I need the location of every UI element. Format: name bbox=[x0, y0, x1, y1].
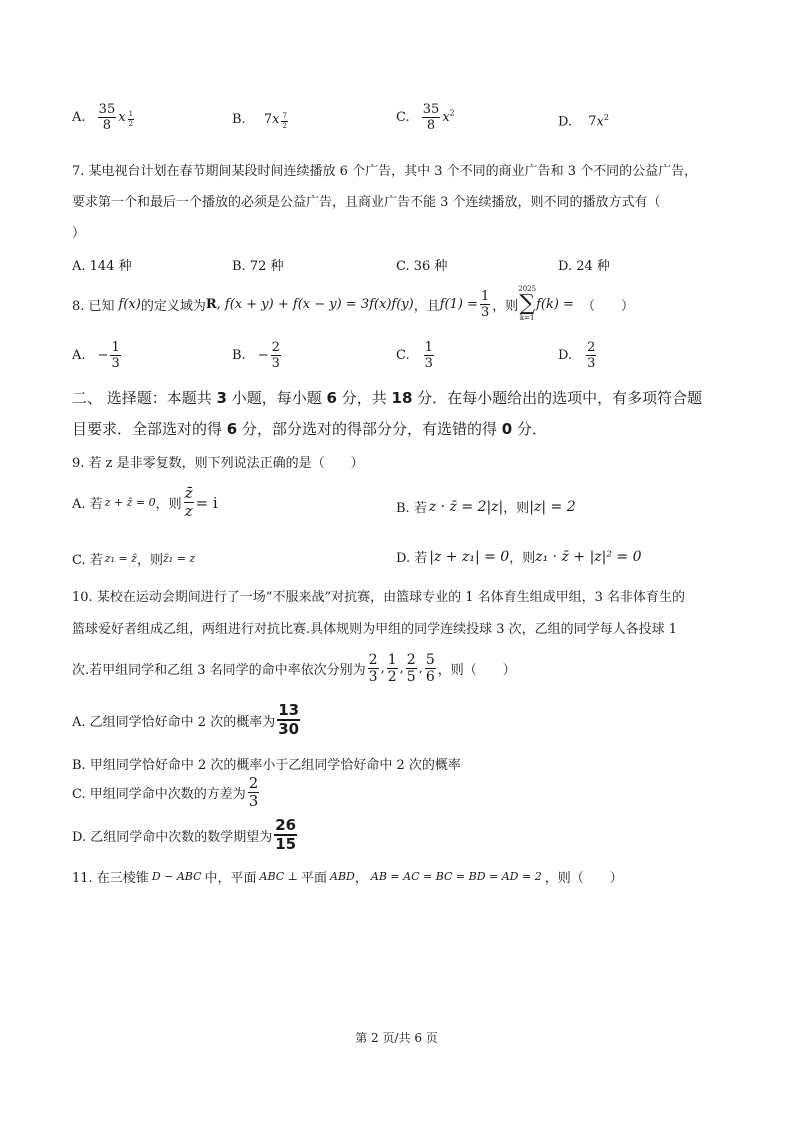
denominator: 8 bbox=[102, 118, 112, 133]
q10-option-b: B. 甲组同学恰好命中 2 次的概率小于乙组同学恰好命中 2 次的概率 bbox=[72, 758, 461, 773]
text: ，则（ ） bbox=[437, 663, 516, 678]
option-label: C. bbox=[396, 348, 410, 363]
fraction bbox=[110, 341, 120, 370]
exponent-fraction bbox=[281, 113, 287, 130]
text: ，则 bbox=[509, 551, 536, 566]
q8-stem bbox=[72, 286, 634, 322]
answer-paren: （ ） bbox=[581, 298, 634, 314]
q7-option-b: B. 72 种 bbox=[232, 259, 284, 274]
q6-option-b bbox=[232, 112, 290, 130]
fraction bbox=[184, 486, 194, 519]
text: ，则 bbox=[503, 501, 530, 516]
q8-prefix: 8. 已知 bbox=[72, 298, 115, 314]
numerator: 1 bbox=[424, 340, 433, 355]
functional-equation: , f(x + y) + f(x − y) = 3f(x)f(y) bbox=[216, 296, 414, 312]
tetrahedron: D − ABC bbox=[151, 870, 202, 883]
text: ，则 bbox=[136, 553, 163, 568]
fraction bbox=[248, 776, 260, 809]
q10-option-d bbox=[72, 818, 299, 852]
numerator: 2 bbox=[368, 652, 378, 668]
option-label: D. 若 bbox=[396, 551, 428, 566]
result: z₁ · z̄ + |z|² = 0 bbox=[535, 548, 642, 565]
text: 分，共 bbox=[336, 389, 392, 407]
sum-body: f(k) = bbox=[536, 296, 574, 312]
plane: ABD bbox=[330, 870, 355, 883]
q7-stem-line3: ） bbox=[72, 226, 86, 241]
q9-stem: 9. 若 z 是非零复数，则下列说法正确的是（ ） bbox=[72, 456, 364, 471]
exp-den: 2 bbox=[128, 119, 134, 128]
q7-stem-line2: 要求第一个和最后一个播放的必须是公益广告，且商业广告不能 3 个连续播放，则不同的播放方式有（ bbox=[72, 195, 661, 210]
denominator: z bbox=[184, 502, 193, 520]
fraction bbox=[277, 703, 300, 737]
edge-lengths: AB = AC = BC = BD = AD = 2 bbox=[370, 870, 542, 883]
fraction bbox=[274, 818, 297, 852]
q10-stem-line3: 次.若甲组同学和乙组 3 名同学的命中率依次分别为 $\frac{2}{3}$ , $\frac{1}{2}$ , $\frac{2}{5}$ , $\frac{5}{6}$ ，则（ ） bbox=[72, 652, 516, 685]
q7-stem-line1: 7. 某电视台计划在春节期间某段时间连续播放 6 个广告，其中 3 个不同的商业广告和 3 个不同的公益广告， bbox=[72, 164, 698, 179]
text: 分．在每小题给出的选项中，有多项符合题 bbox=[412, 389, 703, 407]
fraction bbox=[271, 341, 281, 370]
variable: x bbox=[272, 112, 280, 127]
sign: − bbox=[97, 348, 109, 363]
summation-symbol bbox=[518, 286, 536, 322]
text: 分，部分选对的得部分分，有选错的得 bbox=[237, 420, 502, 438]
fraction bbox=[425, 653, 436, 684]
variable: x bbox=[118, 110, 126, 125]
text: 目要求．全部选对的得 bbox=[72, 420, 227, 438]
numerator: 26 bbox=[275, 816, 297, 834]
fraction bbox=[387, 653, 398, 684]
coefficient: 7 bbox=[588, 114, 597, 130]
q8-option-c bbox=[396, 341, 436, 370]
text: 分． bbox=[512, 420, 547, 438]
section-2-heading-line1 bbox=[72, 387, 702, 408]
denominator: 3 bbox=[480, 304, 490, 320]
numerator: 2 bbox=[271, 340, 280, 355]
page-footer: 第 2 页/共 6 页 bbox=[355, 1031, 438, 1045]
option-label: A. 若 bbox=[72, 497, 103, 512]
text: ， bbox=[354, 871, 368, 886]
option-text: C. 甲组同学命中次数的方差为 bbox=[72, 787, 246, 802]
q10-option-a bbox=[72, 703, 302, 737]
q9-option-a bbox=[72, 486, 218, 519]
condition: |z + z₁| = 0 bbox=[429, 548, 510, 565]
text: 次.若甲组同学和乙组 3 名同学的命中率依次分别为 bbox=[72, 663, 366, 678]
coefficient: 7 bbox=[263, 112, 273, 127]
fraction bbox=[480, 290, 490, 319]
function-fx: f(x) bbox=[118, 296, 141, 312]
variable: x bbox=[596, 114, 604, 130]
condition: z + z̄ = 0 bbox=[104, 496, 156, 509]
numerator: 1 bbox=[111, 340, 120, 355]
section-2-heading-line2 bbox=[72, 418, 547, 439]
text: 11. 在三棱锥 bbox=[72, 871, 149, 886]
fraction bbox=[368, 653, 379, 684]
f1-label: f(1) = bbox=[439, 296, 478, 312]
q8-option-b bbox=[232, 341, 283, 370]
denominator: 8 bbox=[426, 118, 436, 133]
option-label: D. bbox=[558, 348, 573, 363]
q6-option-d bbox=[558, 113, 609, 129]
denominator: 3 bbox=[271, 356, 280, 371]
option-label: D. bbox=[558, 114, 573, 130]
q8-option-d bbox=[558, 341, 598, 370]
q10-option-c bbox=[72, 776, 261, 809]
numerator: 13 bbox=[278, 701, 300, 719]
fraction bbox=[422, 103, 441, 132]
q11-stem bbox=[72, 867, 623, 886]
result: z̄₁ = z bbox=[162, 552, 196, 565]
denominator: 3 bbox=[424, 356, 433, 371]
number: 6 bbox=[226, 420, 238, 438]
numerator: 1 bbox=[387, 652, 397, 668]
denominator: 30 bbox=[278, 720, 300, 738]
numerator: z̄ bbox=[184, 484, 193, 502]
text: 平面 bbox=[301, 871, 328, 886]
numerator: 2 bbox=[248, 774, 259, 792]
denominator: 3 bbox=[111, 356, 120, 371]
sigma-icon: ∑ bbox=[519, 291, 536, 316]
q8-text: ，且 bbox=[413, 298, 440, 314]
fraction bbox=[586, 341, 596, 370]
exponent: 2 bbox=[449, 108, 455, 118]
numerator: 1 bbox=[480, 288, 490, 304]
numerator: 35 bbox=[422, 102, 440, 117]
q6-option-c bbox=[396, 103, 455, 132]
exp-num: 1 bbox=[128, 109, 134, 118]
denominator: 15 bbox=[275, 835, 297, 853]
q8-text: 的定义域为 bbox=[140, 298, 206, 314]
denominator: 5 bbox=[406, 669, 416, 685]
q7-option-c: C. 36 种 bbox=[396, 259, 448, 274]
numerator: 2 bbox=[587, 340, 596, 355]
exp-den: 2 bbox=[282, 121, 287, 130]
result: |z| = 2 bbox=[529, 498, 576, 515]
number: 18 bbox=[391, 389, 413, 407]
denominator: 3 bbox=[248, 792, 259, 810]
sum-lower: k=1 bbox=[519, 314, 535, 322]
plane: ABC ⊥ bbox=[259, 870, 299, 883]
text: 二、 选择题：本题共 bbox=[72, 389, 217, 407]
option-label: A. bbox=[72, 110, 86, 125]
number: 0 bbox=[501, 420, 513, 438]
denominator: 6 bbox=[425, 669, 435, 685]
option-label: B. bbox=[232, 348, 246, 363]
option-text: D. 乙组同学命中次数的数学期望为 bbox=[72, 829, 273, 845]
text: 小题，每小题 bbox=[226, 389, 327, 407]
q9-option-c bbox=[72, 549, 195, 568]
option-label: B. 若 bbox=[396, 501, 427, 516]
number: 3 bbox=[216, 389, 227, 407]
numerator: 35 bbox=[98, 102, 116, 117]
number: 6 bbox=[326, 389, 337, 407]
result: = i bbox=[195, 493, 218, 512]
q7-option-d: D. 24 种 bbox=[558, 259, 610, 274]
text: 中，平面 bbox=[204, 871, 257, 886]
sign: − bbox=[257, 348, 269, 363]
numerator: 2 bbox=[406, 652, 416, 668]
condition: z · z̄ = 2|z| bbox=[428, 498, 504, 515]
fraction bbox=[424, 341, 434, 370]
text: ，则 bbox=[155, 497, 182, 512]
condition: z₁ = z̄ bbox=[104, 552, 137, 565]
q8-text: ，则 bbox=[492, 298, 519, 314]
exponent: 2 bbox=[603, 113, 609, 122]
sum-upper: 2025 bbox=[518, 285, 537, 293]
q6-option-a bbox=[72, 103, 136, 132]
option-text: A. 乙组同学恰好命中 2 次的概率为 bbox=[72, 714, 276, 730]
option-label: C. bbox=[396, 110, 410, 125]
option-label: C. 若 bbox=[72, 553, 103, 568]
option-label: A. bbox=[72, 348, 86, 363]
q8-option-a bbox=[72, 341, 123, 370]
denominator: 2 bbox=[387, 669, 397, 685]
denominator: 3 bbox=[587, 356, 596, 371]
real-set: R bbox=[205, 296, 217, 312]
option-label: B. bbox=[232, 112, 246, 127]
exp-num: 7 bbox=[282, 111, 287, 120]
exponent-fraction bbox=[128, 111, 134, 128]
q9-option-d bbox=[396, 547, 642, 566]
q10-stem-line2: 篮球爱好者组成乙组，两组进行对抗比赛.具体规则为甲组的同学连续投球 3 次，乙组的同学每人各投球 1 bbox=[72, 622, 678, 637]
text: ，则（ ） bbox=[544, 871, 623, 886]
denominator: 3 bbox=[368, 669, 378, 685]
q9-option-b bbox=[396, 497, 576, 516]
fraction bbox=[406, 653, 417, 684]
q7-option-a: A. 144 种 bbox=[72, 259, 132, 274]
q10-stem-line1: 10. 某校在运动会期间进行了一场“不服来战”对抗赛，由篮球专业的 1 名体育生组成甲组，3 名非体育生的 bbox=[72, 590, 686, 605]
fraction bbox=[98, 103, 117, 132]
variable: x bbox=[442, 110, 450, 125]
numerator: 5 bbox=[425, 652, 435, 668]
